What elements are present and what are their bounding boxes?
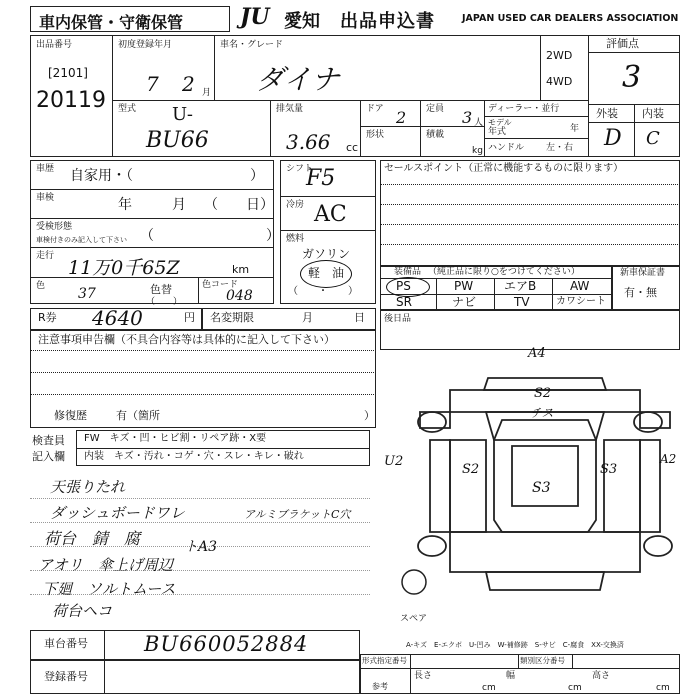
fuel-gasoline: ガソリン	[302, 247, 351, 261]
inspector-fw-row: FW キズ・凹・ヒビ割・リペア跡・X要	[84, 433, 267, 444]
name-change-label: 名変期限	[210, 311, 254, 324]
displacement-value: 3.66	[286, 130, 331, 154]
exterior-value: D	[604, 126, 622, 151]
equipment-tv: TV	[514, 295, 530, 309]
registration-year: 7	[146, 72, 159, 96]
handle-options: 左・右	[546, 143, 574, 153]
interior-value: C	[646, 128, 660, 149]
displacement-unit: cc	[346, 141, 359, 154]
spec-height-label: 高さ	[592, 671, 611, 681]
diagram-mark-right: S3	[600, 462, 618, 477]
color-code-label: 色コード	[202, 280, 239, 290]
repair-value: 有（箇所	[116, 409, 160, 422]
registration-number-label: 登録番号	[44, 670, 88, 683]
spec-width-label: 幅	[506, 671, 516, 681]
inspection-day: （ 日）	[204, 197, 274, 213]
spec-reference-label: 参考	[372, 682, 388, 691]
equipment-note: （純正品に限り○をつけてください）	[428, 267, 580, 277]
bracket-mark: トA3	[184, 539, 218, 555]
registration-month-unit: 月	[202, 88, 212, 98]
form-title: 出品申込書	[340, 11, 435, 32]
car-name-label: 車名・グレード	[220, 40, 284, 50]
recycle-unit: 円	[184, 311, 195, 324]
shift-value: F5	[306, 166, 336, 191]
notes-label: 注意事項申告欄（不具合内容等は具体的に記入して下さい）	[38, 333, 335, 346]
spec-height-unit: cm	[656, 683, 670, 693]
shift-label: シフト	[286, 164, 314, 174]
color-label: 色	[36, 281, 46, 291]
history-label: 車歴	[36, 164, 55, 174]
sales-points-label: セールスポイント（正常に機能するものに限ります）	[384, 163, 624, 174]
receipt-label: 受検形態	[36, 222, 73, 232]
region-title: 愛知	[284, 11, 320, 32]
storage-badge	[30, 6, 230, 32]
ju-logo	[238, 6, 290, 30]
capacity-label: 定員	[426, 104, 445, 114]
spare-label: スペア	[400, 614, 428, 624]
name-change-day: 日	[354, 311, 365, 324]
association-name: JAPAN USED CAR DEALERS ASSOCIATION	[462, 13, 679, 24]
capacity-value: 3	[462, 108, 473, 127]
diagram-mark-right-edge: A2	[660, 452, 677, 466]
inspection-year: 年	[118, 197, 132, 213]
receipt-note: 車検付きのみ記入して下さい	[36, 236, 127, 244]
diagram-mark-roof: S2	[534, 386, 552, 401]
diagram-mark-top: A4	[528, 346, 546, 361]
repair-label: 修復歴	[54, 409, 87, 422]
note-1: 天張りたれ	[50, 478, 126, 496]
equipment-airbag: エアB	[504, 279, 537, 293]
ju-logo-text: JU	[240, 4, 270, 30]
damage-legend: A-キズ E-エクボ U-凹み W-補修跡 S-サビ C-腐食 XX-交換済	[406, 641, 624, 649]
spec-width-unit: cm	[568, 683, 582, 693]
doors-value: 2	[396, 108, 407, 127]
note-3: 荷台 錆 腐	[44, 529, 141, 548]
fuel-diesel: 軽 油	[308, 266, 345, 280]
model-prefix: U-	[172, 104, 193, 125]
diagram-mark-left-body: S2	[462, 462, 480, 477]
score-value: 3	[622, 60, 642, 95]
displacement-label: 排気量	[276, 104, 304, 114]
aircon-label: 冷房	[286, 200, 305, 210]
diagram-mark-roof2: チス	[530, 406, 554, 420]
mileage-unit: km	[232, 263, 250, 276]
color-value: 37	[78, 286, 96, 302]
capacity-unit: 人	[474, 118, 484, 128]
load-label: 積載	[426, 130, 445, 140]
spec-form-label: 形式指定番号	[362, 656, 407, 665]
sales-points-block	[380, 160, 680, 266]
spec-length-label: 長さ	[414, 671, 433, 681]
doors-label: ドア	[366, 104, 384, 114]
lot-code: [2101]	[48, 66, 88, 80]
equipment-label: 装備品	[394, 267, 422, 277]
warranty-options: 有・無	[624, 286, 657, 299]
spec-class-label: 類別区分番号	[520, 656, 565, 665]
fuel-paren: （ ・ ）	[288, 286, 358, 297]
inspector-label-1: 検査員	[32, 434, 65, 447]
storage-badge-text: 車内保管・守衛保管	[39, 13, 184, 32]
model-year-label: モデル	[488, 118, 512, 127]
inspector-interior-row: 内装 キズ・汚れ・コゲ・穴・スレ・キレ・破れ	[84, 451, 304, 462]
fuel-label: 燃料	[286, 234, 305, 244]
inspection-label: 車検	[36, 193, 55, 203]
drive-2wd: 2WD	[546, 49, 573, 62]
model-year-unit: 年	[570, 124, 580, 134]
recycle-value: 4640	[92, 306, 143, 330]
repaint-paren: （ ）	[146, 297, 183, 307]
receipt-paren: （ ）	[140, 228, 280, 244]
aircon-value: AC	[314, 202, 347, 227]
model-label: 型式	[118, 104, 137, 114]
note-6: 荷台ヘコ	[52, 602, 113, 620]
history-value: 自家用・（	[70, 168, 133, 184]
equipment-navi: ナビ	[452, 295, 477, 309]
equipment-sr: SR	[396, 295, 412, 309]
model-year-label2: 年式	[488, 127, 507, 137]
load-unit: kg	[472, 146, 483, 156]
repaint-label: 色替	[150, 283, 172, 296]
registration-label: 初度登録年月	[118, 40, 173, 50]
chassis-value: BU660052884	[144, 632, 309, 656]
mileage-value: 11万0千65Z	[68, 257, 180, 279]
car-name-value: ダイナ	[256, 63, 340, 96]
lot-number: 20119	[36, 88, 106, 113]
equipment-ps: PS	[396, 279, 411, 293]
mileage-label: 走行	[36, 251, 55, 261]
exterior-label: 外装	[596, 107, 618, 120]
score-label: 評価点	[606, 37, 639, 50]
note-5: 下廻 ソルトムース	[42, 580, 176, 598]
side-note: アルミブラケットC穴	[244, 508, 351, 521]
diagram-mark-center: S3	[532, 480, 551, 496]
spec-length-unit: cm	[482, 683, 496, 693]
handle-label: ハンドル	[488, 143, 525, 153]
equipment-aw: AW	[570, 279, 590, 293]
repair-close: ）	[364, 409, 375, 422]
later-docs-label: 後日品	[384, 314, 412, 324]
later-docs-block	[380, 310, 680, 350]
chassis-label: 車台番号	[44, 637, 88, 650]
recycle-label: R券	[38, 311, 57, 324]
model-value: BU66	[146, 128, 209, 153]
equipment-pw: PW	[454, 279, 474, 293]
color-code-value: 048	[226, 288, 253, 304]
interior-label: 内装	[642, 107, 664, 120]
equipment-leather: カワシート	[556, 296, 606, 307]
warranty-label: 新車保証書	[620, 268, 666, 278]
name-change-month: 月	[302, 311, 313, 324]
lot-label: 出品番号	[36, 40, 73, 50]
registration-month: 2	[182, 72, 195, 96]
history-close: ）	[250, 168, 264, 184]
inspector-label-2: 記入欄	[32, 450, 65, 463]
inspection-month: 月	[172, 197, 186, 213]
note-4: アオリ 傘上げ周辺	[38, 556, 173, 574]
body-shape-label: 形状	[366, 130, 385, 140]
note-2: ダッシュボードワレ	[50, 504, 185, 522]
dealer-label: ディーラー・並行	[488, 104, 560, 114]
diagram-mark-left: U2	[384, 454, 404, 469]
drive-4wd: 4WD	[546, 75, 573, 88]
